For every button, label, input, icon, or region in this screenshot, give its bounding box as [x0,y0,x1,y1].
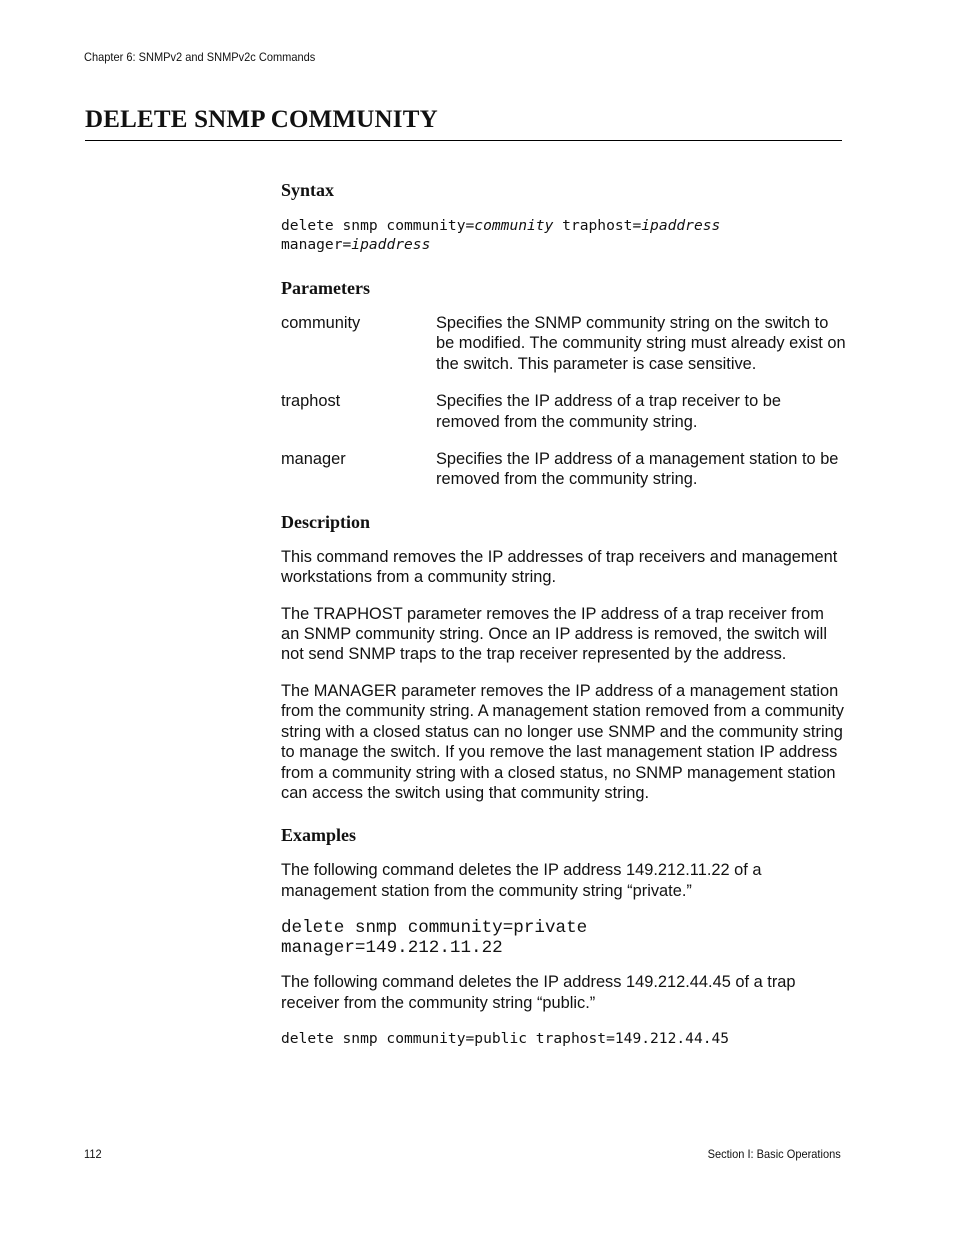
description-paragraph: The TRAPHOST parameter removes the IP address of a trap receiver from an SNMP community string. Once an IP address is removed, the switch will not send SNMP traps to the trap receiver represented by the address. [281,604,827,664]
param-name: manager [281,450,346,469]
main-content [281,178,846,1048]
syntax-var: community [474,217,554,234]
param-row [281,313,846,374]
example-text: The following command deletes the IP address 149.212.44.45 of a trap receiver from the community string “public.” [281,973,796,1012]
code-line: manager=149.212.11.22 [281,937,503,958]
parameters-heading: Parameters [281,278,370,298]
param-desc: Specifies the SNMP community string on the switch to be modified. The community string must already exist on the switch. This parameter is case sensitive. [436,314,846,373]
code-line: delete snmp community=private [281,918,588,939]
example-text: The following command deletes the IP address 149.212.11.22 of a management station from the community string “private.” [281,861,762,900]
param-row [281,449,846,490]
page-title: DELETE SNMP COMMUNITY [85,106,438,133]
running-footer: Section I: Basic Operations [707,1147,841,1161]
example-code [281,919,846,958]
example-code: delete snmp community=public traphost=149.212.44.45 [281,1029,730,1047]
syntax-heading: Syntax [281,180,335,200]
syntax-line-2 [281,235,846,254]
examples-heading: Examples [281,825,357,846]
page-number: 112 [84,1147,102,1161]
description-heading: Description [281,511,370,532]
syntax-text: delete snmp community= [281,217,475,234]
syntax-text: manager= [281,236,352,253]
syntax-line-1 [281,216,846,235]
param-row [281,391,846,432]
syntax-block [281,216,846,254]
title-rule [85,140,842,141]
param-desc: Specifies the IP address of a management station to be removed from the community string. [436,450,839,489]
param-name: community [281,314,361,332]
syntax-var: ipaddress [351,236,431,253]
syntax-var: ipaddress [641,217,721,234]
param-name: traphost [281,392,341,411]
syntax-text: traphost= [553,217,642,234]
description-paragraph: The MANAGER parameter removes the IP address of a management station from the community string. A management station removed from a community string with a closed status can no longer use SNMP and the community string to manage the switch. If you remove the last management station IP address from a community string with a closed status, no SNMP management station can access the switch using that community string. [281,681,844,802]
running-header: Chapter 6: SNMPv2 and SNMPv2c Commands [84,50,316,64]
description-paragraph: This command removes the IP addresses of trap receivers and management workstations from a community string. [281,547,838,587]
param-desc: Specifies the IP address of a trap receiver to be removed from the community string. [436,392,782,431]
